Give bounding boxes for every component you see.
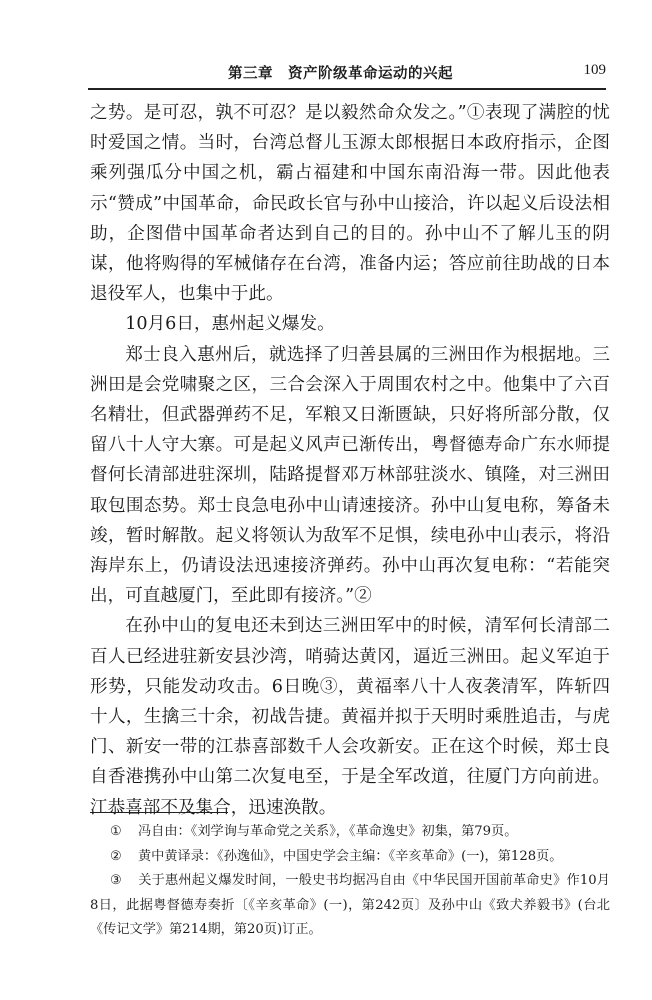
- chapter-title: 第三章 资产阶级革命运动的兴起: [228, 66, 453, 82]
- footnote-text: 黄中黄译录：《孙逸仙》，中国史学会主编：《辛亥革命》(一)，第128页。: [138, 848, 563, 864]
- paragraph: 10月6日，惠州起义爆发。: [125, 314, 335, 335]
- page-number: 109: [583, 62, 606, 78]
- paragraph: 在孙中山的复电还未到达三洲田军中的时候，清军何长清部二百人已经进驻新安县沙湾，哨骑达黄冈，逼近三洲田。起义军迫于形势，只能发动攻击。6日晚③，黄福率八十人夜袭清军，阵斩四十人，生擒三十余，初战告捷。黄福并拟于天明时乘胜追击，与虎门、新安一带的江恭喜部数千人会攻新安。正在这个时候，郑士良自香港携孙中山第二次复电至，于是全军改道，往厦门方向前进。江恭喜部不及集合，迅速涣散。: [90, 616, 610, 818]
- paragraph: 郑士良入惠州后，就选择了归善县属的三洲田作为根据地。三洲田是会党啸聚之区，三合会深入于周围农村之中。他集中了六百名精壮，但武器弹药不足，军粮又日渐匮缺，只好将所部分散，仅留八十人守大寨。可是起义风声已渐传出，粤督德寿命广东水师提督何长清部进驻深圳，陆路提督邓万林部驻淡水、镇隆，对三洲田取包围态势。郑士良急电孙中山请速接济。孙中山复电称，筹备未竣，暂时解散。起义将领认为敌军不足惧，续电孙中山表示，将沿海岸东上，仍请设法迅速接济弹药。孙中山再次复电称：“若能突出，可直越厦门，至此即有接济。”②: [90, 344, 610, 607]
- footnote-mark: ①: [110, 824, 122, 839]
- footnote-text: 冯自由：《刘学询与革命党之关系》，《革命逸史》初集，第79页。: [138, 824, 518, 839]
- footnote-divider: [90, 812, 228, 813]
- footnote-mark: ②: [110, 848, 122, 864]
- paragraph-continued: 之势。是可忍，孰不可忍？是以毅然命众发之。”①表现了满腔的忧时爱国之情。当时，台湾总督儿玉源太郎根据日本政府指示，企图乘列强瓜分中国之机，霸占福建和中国东南沿海一带。因此他表示“赞成”中国革命，命民政长官与孙中山接洽，许以起义后设法相助，企图借中国革命者达到自己的目的。孙中山不了解儿玉的阴谋，他将购得的军械储存在台湾，准备内运；答应前往助战的日本退役军人，也集中于此。: [90, 103, 610, 305]
- footnote: [90, 820, 610, 845]
- footnotes: [90, 820, 610, 943]
- main-text: [90, 98, 610, 823]
- footnote-text: 关于惠州起义爆发时间，一般史书均据冯自由《中华民国开国前革命史》作10月8日，此据粤督德寿奏折〔《辛亥革命》(一)，第242页〕及孙中山《致犬养毅书》(台北《传记文学》第214期，第20页)订正。: [90, 873, 610, 937]
- footnote-mark: ③: [110, 873, 122, 888]
- footnote: [90, 845, 610, 870]
- footnote: [90, 869, 610, 943]
- running-header: [88, 58, 606, 90]
